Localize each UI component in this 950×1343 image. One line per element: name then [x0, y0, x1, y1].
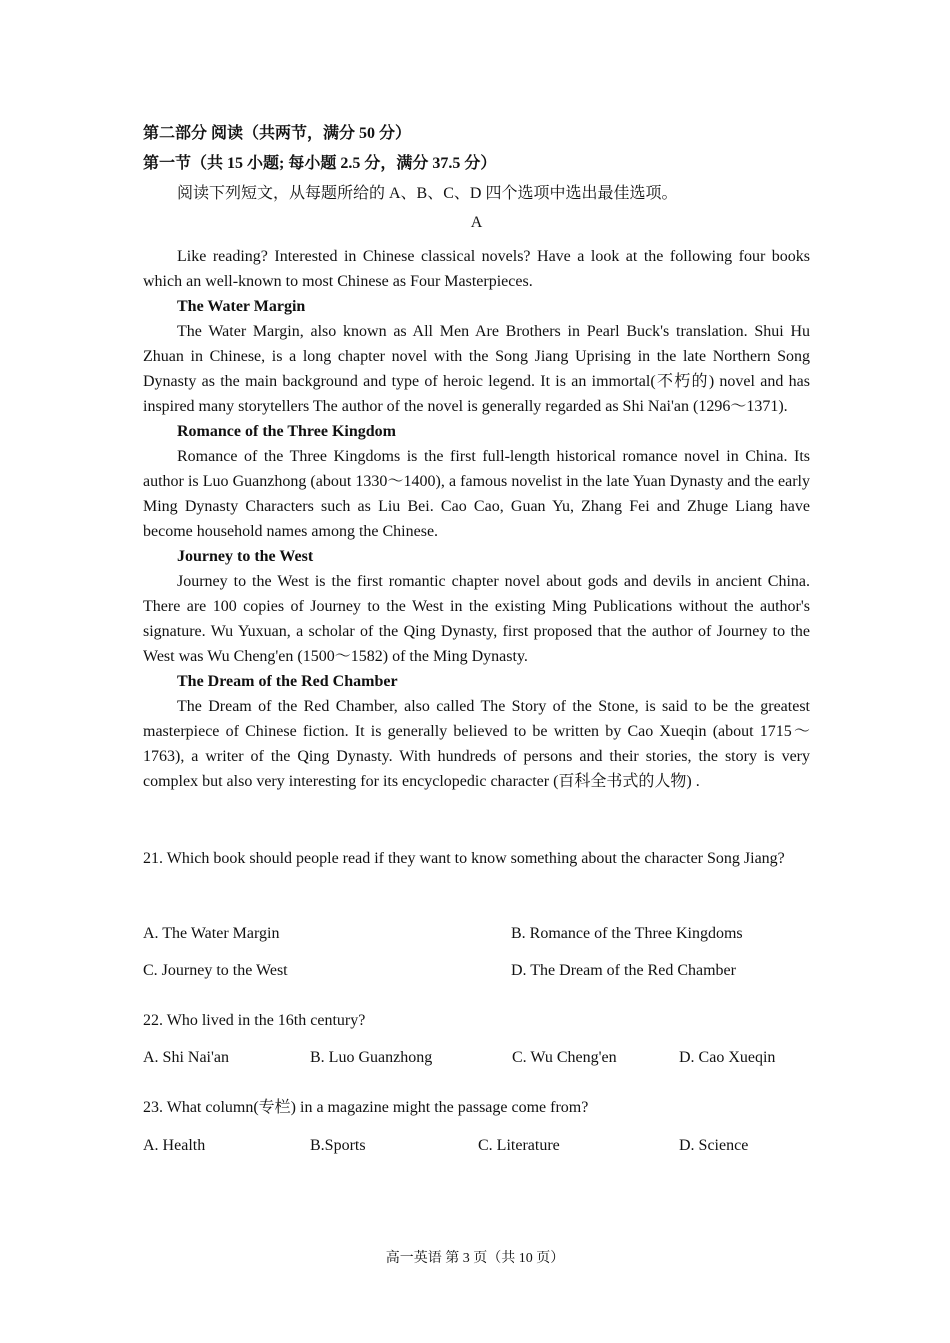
page-footer: 高一英语 第 3 页（共 10 页）: [385, 1251, 565, 1266]
q21-option-d: D. The Dream of the Red Chamber: [511, 962, 736, 979]
book-title: Romance of the Three Kingdom: [177, 423, 396, 440]
book-text: The Dream of the Red Chamber, also called The Story of the Stone, is said to be the greatest masterpiece of Chinese fiction. It is generally believed to be written by Cao Xueqin (about 1715～1763), a writer of the Qing Dynasty. With hundreds of persons and their stories, the story is very complex but also very interesting for its encyclopedic character (百科全书式的人物) .: [143, 698, 810, 790]
q21-option-c: C. Journey to the West: [143, 962, 288, 979]
q23-option-d: D. Science: [679, 1137, 749, 1154]
question-23-stem: 23. What column(专栏) in a magazine might the passage come from?: [143, 1099, 589, 1116]
part-heading: 第二部分 阅读（共两节，满分 50 分）: [143, 125, 412, 142]
question-21-stem: 21. Which book should people read if they want to know something about the character Song Jiang?: [143, 850, 785, 867]
passage-intro: Like reading? Interested in Chinese classical novels? Have a look at the following four books which an well-known to most Chinese as Four Masterpieces.: [143, 248, 810, 290]
q22-option-c: C. Wu Cheng'en: [512, 1049, 617, 1066]
q22-option-a: A. Shi Nai'an: [143, 1049, 229, 1066]
book-text: Journey to the West is the first romantic chapter novel about gods and devils in ancient China. There are 100 copies of Journey to the West in the existing Ming Publications without the author's signature. Wu Yuxuan, a scholar of the Qing Dynasty, first proposed that the author of Journey to the West was Wu Cheng'en (1500～1582) of the Ming Dynasty.: [143, 573, 810, 665]
instruction: 阅读下列短文，从每题所给的 A、B、C、D 四个选项中选出最佳选项。: [177, 185, 678, 202]
q22-option-d: D. Cao Xueqin: [679, 1049, 776, 1066]
q21-option-b: B. Romance of the Three Kingdoms: [511, 925, 743, 942]
section-heading: 第一节（共 15 小题; 每小题 2.5 分，满分 37.5 分）: [143, 155, 497, 172]
book-title: Journey to the West: [177, 548, 314, 565]
q23-option-b: B.Sports: [310, 1137, 366, 1154]
q21-option-a: A. The Water Margin: [143, 925, 280, 942]
book-title: The Water Margin: [177, 298, 306, 315]
passage: [143, 244, 810, 794]
q22-option-b: B. Luo Guanzhong: [310, 1049, 433, 1066]
book-text: Romance of the Three Kingdoms is the first full-length historical romance novel in China. Its author is Luo Guanzhong (about 1330～1400), a famous novelist in the late Yuan Dynasty and the early Ming Dynasty Characters such as Liu Bei. Cao Cao, Guan Yu, Zhang Fei and Zhuge Liang have become household names among the Chinese.: [143, 448, 810, 540]
question-22-stem: 22. Who lived in the 16th century?: [143, 1012, 366, 1029]
passage-label: A: [470, 214, 483, 231]
q23-option-c: C. Literature: [478, 1137, 560, 1154]
q23-option-a: A. Health: [143, 1137, 206, 1154]
book-text: The Water Margin, also known as All Men Are Brothers in Pearl Buck's translation. Shui Hu Zhuan in Chinese, is a long chapter novel with the Song Jiang Uprising in the late Northern Song Dynasty as the main background and type of heroic legend. It is an immortal(不朽的) novel and has inspired many storytellers The author of the novel is generally regarded as Shi Nai'an (1296～1371).: [143, 323, 810, 415]
book-title: The Dream of the Red Chamber: [177, 673, 398, 690]
